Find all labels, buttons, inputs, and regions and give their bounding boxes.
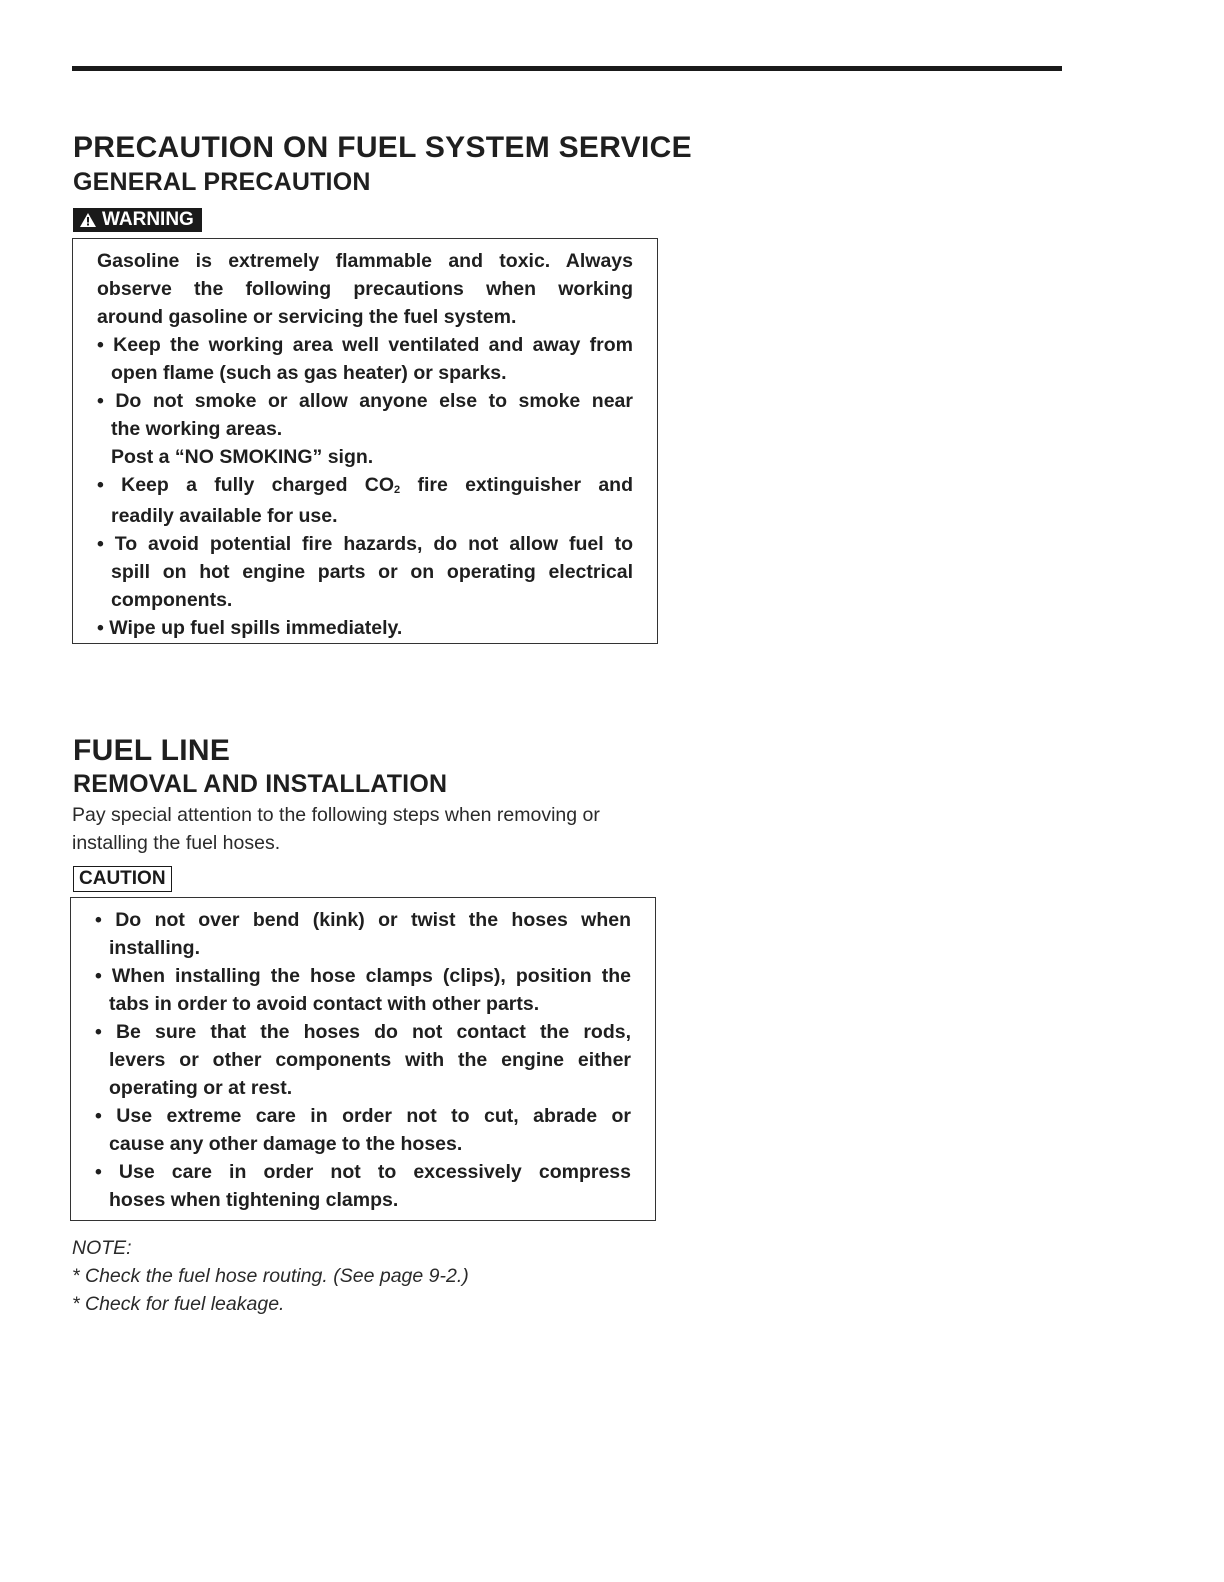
caution-bullet-line: tabs in order to avoid contact with other parts.	[109, 993, 540, 1015]
caution-bullet-line: operating or at rest.	[109, 1077, 293, 1099]
warning-triangle-icon	[79, 212, 97, 228]
caution-bullet-line: • Do not over bend (kink) or twist the hoses when	[95, 909, 631, 931]
intro-line: Pay special attention to the following steps when removing or	[72, 804, 600, 826]
warning-bullet-line-co2	[97, 471, 633, 502]
warning-bullet-line: components.	[111, 589, 233, 611]
warning-bullet-line: spill on hot engine parts or on operating electrical	[111, 561, 633, 583]
warning-bullet-line: open flame (such as gas heater) or sparks.	[111, 362, 507, 384]
caution-label: CAUTION	[79, 868, 166, 889]
caution-bullet-line: • Use extreme care in order not to cut, abrade or	[95, 1105, 631, 1127]
warning-box	[72, 238, 658, 644]
co2-subscript: 2	[394, 484, 401, 496]
co2-text: • Keep a fully charged CO	[97, 474, 395, 496]
fuel-line-intro	[72, 801, 600, 857]
warning-bullet-line: • Wipe up fuel spills immediately.	[97, 617, 403, 639]
warning-intro-line: observe the following precautions when working	[97, 278, 633, 300]
warning-intro-line: around gasoline or servicing the fuel system.	[97, 306, 517, 328]
warning-bullet-line: Post a “NO SMOKING” sign.	[111, 446, 374, 468]
subtitle-general-precaution: GENERAL PRECAUTION	[73, 168, 371, 196]
warning-intro-line: Gasoline is extremely flammable and toxic. Always	[97, 250, 633, 272]
note-label: NOTE:	[72, 1237, 132, 1259]
section-title-fuel-line: FUEL LINE	[73, 734, 231, 767]
intro-line: installing the fuel hoses.	[72, 832, 281, 854]
note-block	[72, 1234, 469, 1318]
warning-bullet-line: • Do not smoke or allow anyone else to smoke near	[97, 390, 633, 412]
warning-bullet-line: the working areas.	[111, 418, 283, 440]
caution-bullet-line: cause any other damage to the hoses.	[109, 1133, 463, 1155]
caution-badge	[73, 866, 172, 892]
caution-bullet-line: installing.	[109, 937, 201, 959]
caution-bullet-line: • When installing the hose clamps (clips), position the	[95, 965, 631, 987]
subtitle-removal-installation: REMOVAL AND INSTALLATION	[73, 770, 448, 798]
caution-bullet-line: • Use care in order not to excessively compress	[95, 1161, 631, 1183]
co2-rest: fire extinguisher and	[400, 474, 633, 496]
warning-bullet-line: • Keep the working area well ventilated and away from	[97, 334, 633, 356]
caution-bullet-line: • Be sure that the hoses do not contact the rods,	[95, 1021, 631, 1043]
note-item: * Check the fuel hose routing. (See page 9-2.)	[72, 1265, 469, 1287]
warning-badge	[73, 208, 202, 232]
caution-box	[70, 897, 656, 1221]
section-title-fuel-system-service: PRECAUTION ON FUEL SYSTEM SERVICE	[73, 131, 692, 164]
warning-label: WARNING	[102, 209, 194, 230]
top-rule	[72, 66, 1062, 71]
note-item: * Check for fuel leakage.	[72, 1293, 285, 1315]
warning-bullet-line: • To avoid potential fire hazards, do not allow fuel to	[97, 533, 633, 555]
warning-bullet-line: readily available for use.	[111, 505, 338, 527]
caution-bullet-line: levers or other components with the engine either	[109, 1049, 631, 1071]
caution-bullet-line: hoses when tightening clamps.	[109, 1189, 399, 1211]
